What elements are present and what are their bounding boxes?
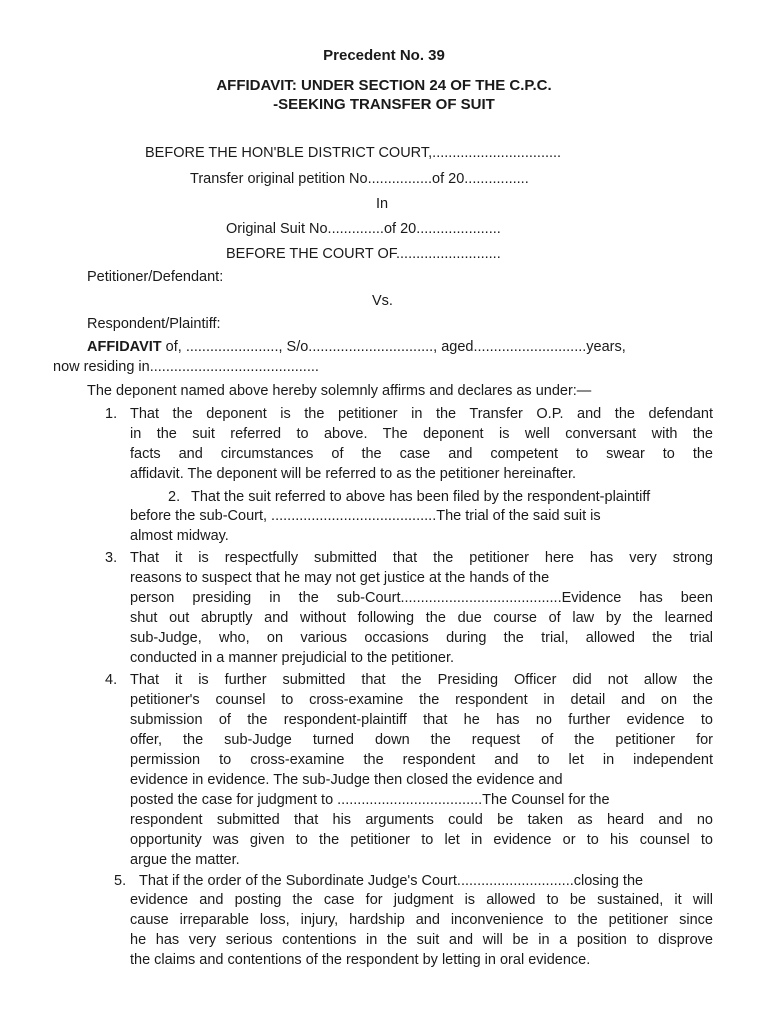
paragraph-line: reasons to suspect that he may not get justice at the hands of the <box>130 570 550 586</box>
paragraph-5-number: 5. <box>114 873 127 889</box>
respondent-label: Respondent/Plaintiff: <box>87 316 221 332</box>
affirmation-intro: The deponent named above hereby solemnly affirms and declares as under:— <box>87 383 592 399</box>
document-title: AFFIDAVIT: UNDER SECTION 24 OF THE C.P.C. <box>216 77 552 94</box>
paragraph-line: affidavit. The deponent will be referred to as the petitioner hereinafter. <box>130 466 577 482</box>
paragraph-3-number: 3. <box>105 550 118 566</box>
paragraph-line: argue the matter. <box>130 852 240 868</box>
transfer-petition-line: Transfer original petition No................of 20................ <box>190 171 529 187</box>
paragraph-1-number: 1. <box>105 406 118 422</box>
paragraph-5-first-line: That if the order of the Subordinate Judge's Court.............................closing the <box>139 873 644 889</box>
paragraph-line: That it is respectfully submitted that the petitioner here has very strong <box>130 550 713 566</box>
paragraph-line: he has very serious contentions in the suit and will be in a position to disprove <box>130 932 713 948</box>
residence-line: now residing in.......................................... <box>53 359 319 375</box>
paragraph-line: respondent submitted that his arguments could be taken as heard and no <box>130 812 713 828</box>
paragraph-line: offer, the sub-Judge turned down the request of the petitioner for <box>130 732 713 748</box>
paragraph-5 <box>130 890 713 970</box>
affidavit-keyword: AFFIDAVIT <box>87 339 162 355</box>
paragraph-line: posted the case for judgment to ....................................The Counsel for the <box>130 792 610 808</box>
paragraph-line: in the suit referred to above. The deponent is well conversant with the <box>130 426 713 442</box>
before-court-line: BEFORE THE COURT OF.......................... <box>226 246 501 262</box>
paragraph-2 <box>130 506 713 546</box>
paragraph-line: evidence and posting the case for judgment is allowed to be sustained, it will <box>130 892 713 908</box>
versus-label: Vs. <box>372 293 393 309</box>
paragraph-4-number: 4. <box>105 672 118 688</box>
paragraph-line: petitioner's counsel to cross-examine the respondent in detail and on the <box>130 692 713 708</box>
paragraph-line: That it is further submitted that the Presiding Officer did not allow the <box>130 672 713 688</box>
paragraph-line: submission of the respondent-plaintiff that he has no further evidence to <box>130 712 713 728</box>
petitioner-label: Petitioner/Defendant: <box>87 269 224 285</box>
paragraph-2-number: 2. <box>168 489 181 505</box>
paragraph-line: shut out abruptly and without following the due course of law by the learned <box>130 610 713 626</box>
paragraph-line: That the deponent is the petitioner in the Transfer O.P. and the defendant <box>130 406 713 422</box>
document-subtitle: -SEEKING TRANSFER OF SUIT <box>273 96 495 113</box>
in-line: In <box>376 196 389 212</box>
paragraph-1 <box>130 404 713 484</box>
affidavit-opening <box>87 337 626 357</box>
precedent-number: Precedent No. 39 <box>323 47 445 64</box>
paragraph-line: the claims and contentions of the respondent by letting in oral evidence. <box>130 952 591 968</box>
court-heading: BEFORE THE HON'BLE DISTRICT COURT,................................ <box>145 145 562 161</box>
paragraph-2-first-line: That the suit referred to above has been filed by the respondent-plaintiff <box>191 489 651 505</box>
paragraph-3 <box>130 548 713 668</box>
paragraph-line: before the sub-Court, .........................................The trial of the said suit is <box>130 508 601 524</box>
paragraph-line: sub-Judge, who, on various occasions during the trial, allowed the trial <box>130 630 713 646</box>
paragraph-4 <box>130 670 713 870</box>
paragraph-line: cause irreparable loss, injury, hardship and inconvenience to the petitioner since <box>130 912 713 928</box>
paragraph-line: opportunity was given to the petitioner to let in evidence or to his counsel to <box>130 832 713 848</box>
original-suit-line: Original Suit No..............of 20..................... <box>226 221 501 237</box>
paragraph-line: conducted in a manner prejudicial to the petitioner. <box>130 650 455 666</box>
paragraph-line: permission to cross-examine the respondent and to let in independent <box>130 752 713 768</box>
paragraph-line: facts and circumstances of the case and competent to swear to the <box>130 446 713 462</box>
paragraph-line: almost midway. <box>130 528 229 544</box>
paragraph-line: evidence in evidence. The sub-Judge then closed the evidence and <box>130 772 563 788</box>
affidavit-details: of, ......................., S/o..............................., aged............................years, <box>161 339 626 355</box>
paragraph-line: person presiding in the sub-Court........................................Evidence has been <box>130 590 713 606</box>
